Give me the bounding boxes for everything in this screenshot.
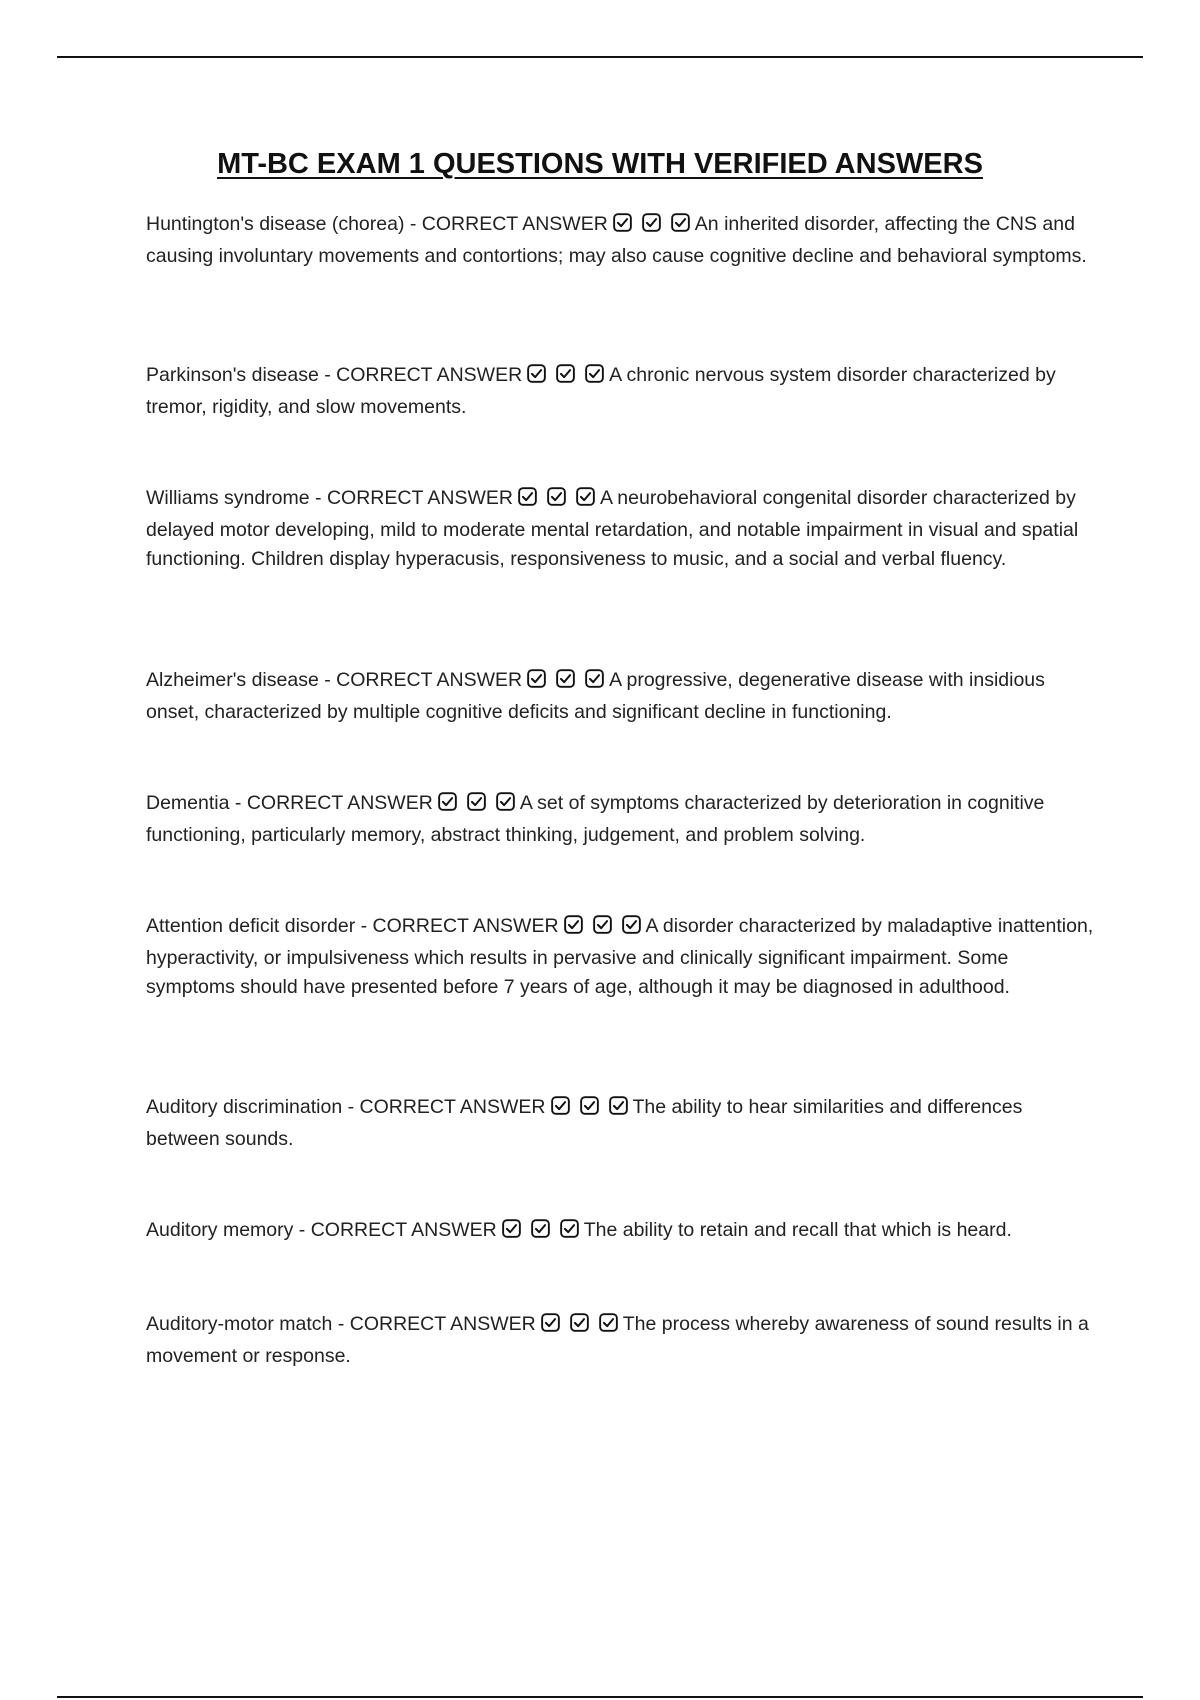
correct-answer-label: CORRECT ANSWER [246, 792, 433, 814]
check-box-icon [541, 1313, 560, 1332]
verified-checkmarks [433, 792, 520, 821]
check-box-icon [585, 364, 604, 383]
qa-entry: Alzheimer's disease - CORRECT ANSWER A progressive, degenerative disease with insidious onset, characterized by multiple cognitive deficits and significant decline in functioning. [146, 669, 1045, 723]
check-box-icon [556, 669, 575, 688]
verified-checkmarks [546, 1096, 633, 1125]
check-box-icon [547, 487, 566, 506]
check-box-icon [642, 213, 661, 232]
check-box-icon [593, 915, 612, 934]
entry-term: Williams syndrome [146, 487, 310, 509]
entry-definition: A chronic nervous system disorder characterized by tremor, rigidity, and slow movements. [146, 364, 1056, 418]
correct-answer-label: CORRECT ANSWER [310, 1219, 497, 1241]
qa-entry: Auditory memory - CORRECT ANSWER The ability to retain and recall that which is heard. [146, 1216, 1096, 1248]
qa-entry: Williams syndrome - CORRECT ANSWER A neurobehavioral congenital disorder characterized by delayed motor developing, mild to moderate mental retardation, and notable impairment in visual and spatial functioning. Children display hyperacusis, responsiveness to music, and a social and verbal fluency. [146, 487, 1079, 570]
check-box-icon [551, 1096, 570, 1115]
check-box-icon [609, 1096, 628, 1115]
entry-definition: The ability to retain and recall that which is heard. [583, 1219, 1012, 1241]
entry-term: Dementia [146, 792, 230, 814]
entry-term: Alzheimer's disease [146, 669, 319, 691]
qa-entry: Dementia - CORRECT ANSWER A set of symptoms characterized by deterioration in cognitive functioning, particularly memory, abstract thinking, judgement, and problem solving. [146, 792, 1045, 846]
entry-definition: A set of symptoms characterized by deterioration in cognitive functioning, particularly memory, abstract thinking, judgement, and problem solving. [146, 792, 1045, 846]
check-box-icon [556, 364, 575, 383]
check-box-icon [467, 792, 486, 811]
qa-entry: Auditory-motor match - CORRECT ANSWER The process whereby awareness of sound results in a movement or response. [146, 1313, 1089, 1367]
check-box-icon [496, 792, 515, 811]
check-box-icon [531, 1219, 550, 1238]
check-box-icon [518, 487, 537, 506]
entry-term: Auditory memory [146, 1219, 294, 1241]
correct-answer-label: CORRECT ANSWER [349, 1313, 536, 1335]
verified-checkmarks [522, 669, 609, 698]
verified-checkmarks [522, 364, 609, 393]
entry-term: Huntington's disease (chorea) [146, 213, 405, 235]
qa-entry: Parkinson's disease - CORRECT ANSWER A chronic nervous system disorder characterized by tremor, rigidity, and slow movements. [146, 364, 1056, 418]
check-box-icon [622, 915, 641, 934]
qa-entry: Auditory discrimination - CORRECT ANSWER The ability to hear similarities and differences between sounds. [146, 1096, 1023, 1150]
entry-definition: A disorder characterized by maladaptive inattention, hyperactivity, or impulsiveness which results in pervasive and clinically significant impairment. Some symptoms should have presented before 7 years of age, although it may be diagnosed in adulthood. [146, 915, 1094, 998]
check-box-icon [570, 1313, 589, 1332]
top-rule [57, 56, 1143, 58]
correct-answer-label: CORRECT ANSWER [359, 1096, 546, 1118]
check-box-icon [585, 669, 604, 688]
check-box-icon [576, 487, 595, 506]
check-box-icon [564, 915, 583, 934]
entry-term: Attention deficit disorder [146, 915, 356, 937]
entry-term: Parkinson's disease [146, 364, 319, 386]
entry-definition: The process whereby awareness of sound results in a movement or response. [146, 1313, 1089, 1367]
check-box-icon [560, 1219, 579, 1238]
verified-checkmarks [513, 487, 600, 516]
correct-answer-label: CORRECT ANSWER [372, 915, 559, 937]
verified-checkmarks [536, 1313, 623, 1342]
correct-answer-label: CORRECT ANSWER [421, 213, 608, 235]
bottom-rule [57, 1696, 1143, 1698]
entry-definition: An inherited disorder, affecting the CNS and causing involuntary movements and contortions; may also cause cognitive decline and behavioral symptoms. [146, 213, 1087, 267]
verified-checkmarks [608, 213, 695, 242]
qa-entry: Attention deficit disorder - CORRECT ANSWER A disorder characterized by maladaptive inattention, hyperactivity, or impulsiveness which results in pervasive and clinically significant impairment. Some symptoms should have presented before 7 years of age, although it may be diagnosed in adulthood. [146, 915, 1094, 998]
correct-answer-label: CORRECT ANSWER [336, 669, 523, 691]
check-box-icon [671, 213, 690, 232]
check-box-icon [613, 213, 632, 232]
correct-answer-label: CORRECT ANSWER [326, 487, 513, 509]
qa-entry: Huntington's disease (chorea) - CORRECT ANSWER An inherited disorder, affecting the CNS and causing involuntary movements and contortions; may also cause cognitive decline and behavioral symptoms. [146, 213, 1087, 267]
check-box-icon [599, 1313, 618, 1332]
entry-term: Auditory discrimination [146, 1096, 343, 1118]
verified-checkmarks [559, 915, 646, 944]
entry-definition: A neurobehavioral congenital disorder characterized by delayed motor developing, mild to moderate mental retardation, and notable impairment in visual and spatial functioning. Children display hyperacusis, responsiveness to music, and a social and verbal fluency. [146, 487, 1079, 570]
check-box-icon [527, 669, 546, 688]
verified-checkmarks [497, 1219, 584, 1248]
check-box-icon [580, 1096, 599, 1115]
check-box-icon [438, 792, 457, 811]
entry-definition: A progressive, degenerative disease with insidious onset, characterized by multiple cognitive deficits and significant decline in functioning. [146, 669, 1045, 723]
page-title: MT-BC EXAM 1 QUESTIONS WITH VERIFIED ANSWERS [217, 148, 983, 180]
check-box-icon [502, 1219, 521, 1238]
correct-answer-label: CORRECT ANSWER [336, 364, 523, 386]
check-box-icon [527, 364, 546, 383]
entry-term: Auditory-motor match [146, 1313, 333, 1335]
entry-definition: The ability to hear similarities and differences between sounds. [146, 1096, 1023, 1150]
